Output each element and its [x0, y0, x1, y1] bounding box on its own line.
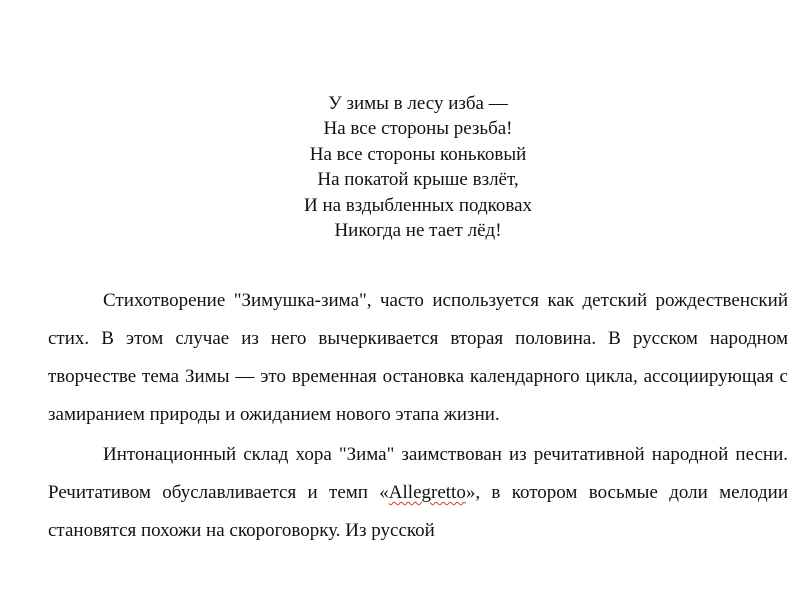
poem-stanza [48, 91, 788, 243]
poem-line: На покатой крыше взлёт, [317, 169, 519, 191]
body-text [48, 282, 788, 550]
poem-line: Никогда не тает лёд! [334, 220, 502, 242]
paragraph-text-end: », в котором восьмые доли мелодии становятся похожи на скороговорку. Из русской [48, 482, 788, 541]
poem-line: На все стороны коньковый [309, 143, 527, 165]
poem-line: На все стороны резьба! [323, 118, 513, 140]
spellcheck-flagged-word[interactable]: Allegretto [388, 482, 466, 503]
paragraph-text-start: Интонационный склад хора "Зима" заимствован из речитативной народной песни. Речитативом обуславливается и темп « [48, 444, 788, 503]
poem-line: И на вздыбленных подковах [303, 194, 533, 216]
paragraph-intonation [48, 436, 788, 550]
poem-line: У зимы в лесу изба — [328, 93, 508, 114]
paragraph-poem-commentary: Стихотворение "Зимушка-зима", часто используется как детский рождественский стих. В этом случае из него вычеркивается вторая половина. В русском народном творчестве тема Зимы — это временная остановка календарного цикла, ассоциирующая с замиранием природы и ожиданием нового этапа жизни. [48, 290, 788, 425]
